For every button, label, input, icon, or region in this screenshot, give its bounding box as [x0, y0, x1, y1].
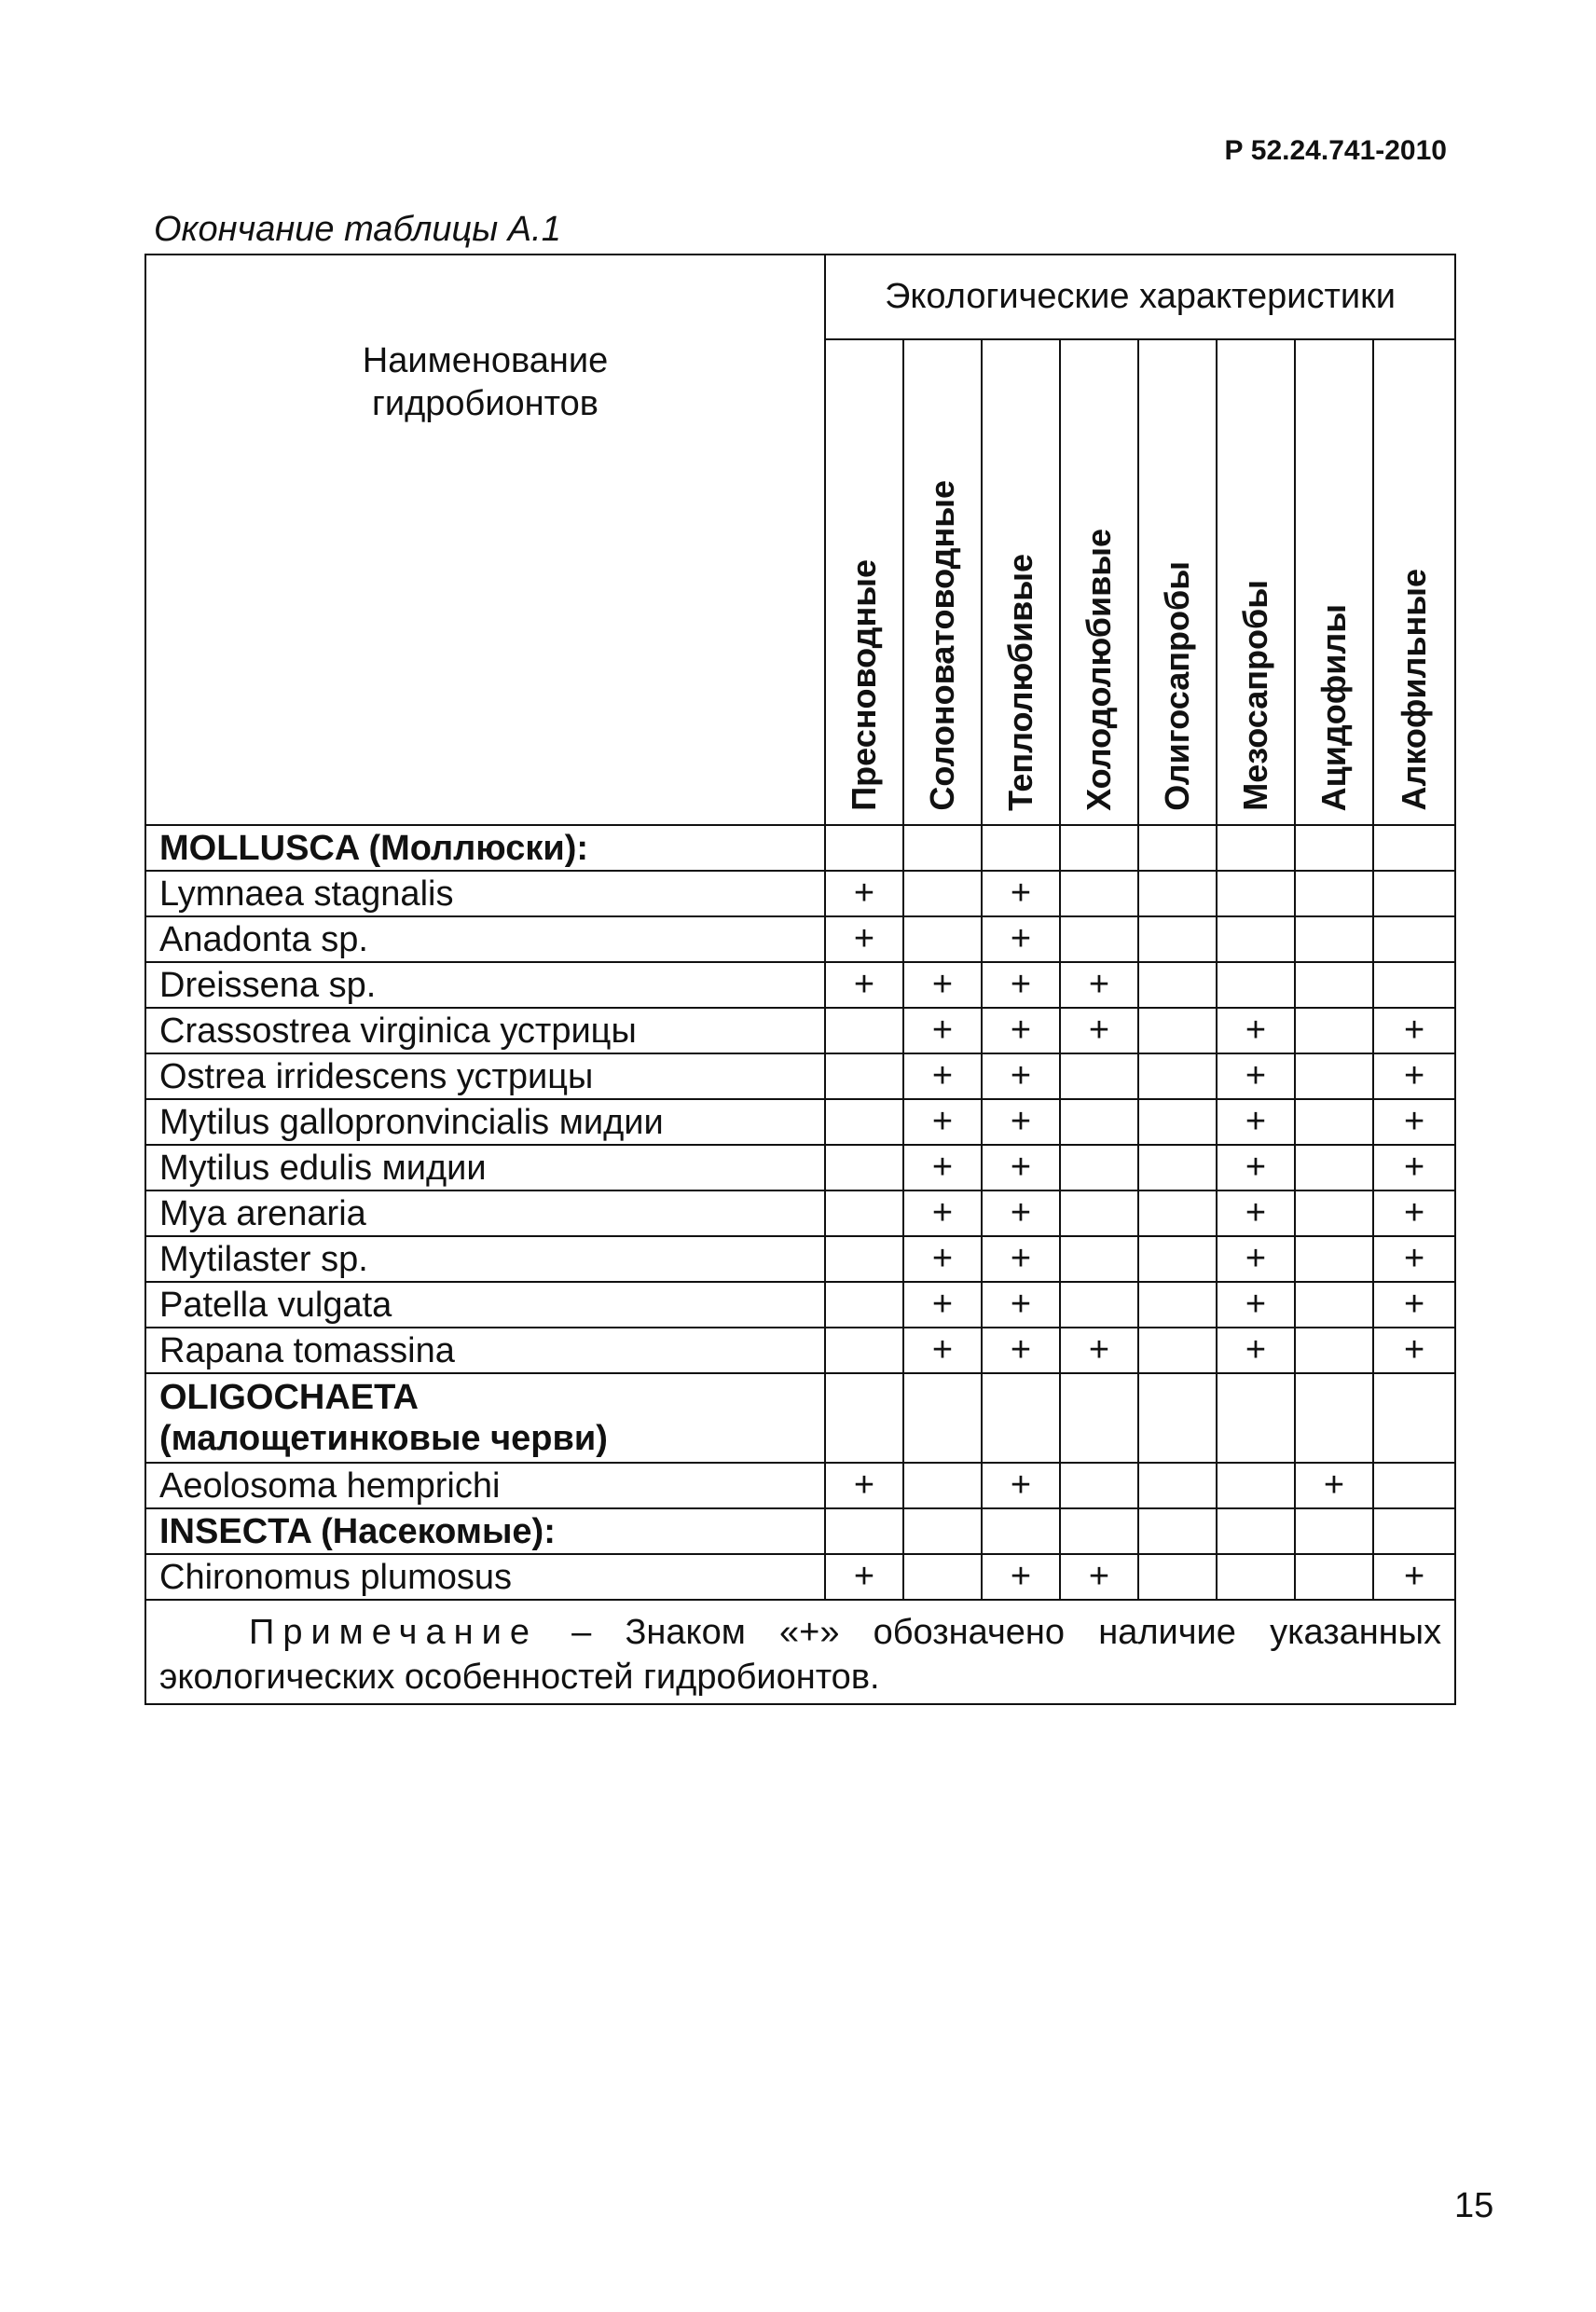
mark-cell: [825, 1190, 903, 1236]
column-header: [1138, 339, 1217, 825]
mark-cell: [1295, 1508, 1373, 1554]
mark-cell: [1138, 962, 1217, 1008]
mark-cell: [1138, 1053, 1217, 1099]
column-header-label: Пресноводные: [845, 559, 883, 811]
mark-cell: +: [903, 1236, 982, 1282]
table-caption: Окончание таблицы А.1: [154, 210, 561, 249]
table-row: [145, 1190, 1455, 1236]
column-header-label: Холодолюбивые: [1080, 529, 1118, 811]
group-row: [145, 825, 1455, 871]
table-row: [145, 1145, 1455, 1190]
species-name-cell: [145, 1008, 825, 1053]
column-header-label: Ацидофилы: [1314, 603, 1353, 811]
species-name: Anadonta sp.: [159, 919, 368, 959]
mark-cell: [1217, 871, 1295, 916]
species-name: Crassostrea virginica устрицы: [159, 1011, 637, 1051]
column-header: [903, 339, 982, 825]
table-row: [145, 962, 1455, 1008]
mark-cell: [1138, 1236, 1217, 1282]
mark-cell: +: [982, 1282, 1060, 1328]
name-header-line2: гидробионтов: [372, 384, 598, 423]
table-row: [145, 1554, 1455, 1600]
document-code: Р 52.24.741-2010: [1224, 135, 1447, 166]
mark-cell: +: [903, 1145, 982, 1190]
name-column-header: [145, 255, 825, 825]
species-name-cell: [145, 871, 825, 916]
group-name: INSECTA (Насекомые):: [159, 1511, 556, 1551]
column-header: [982, 339, 1060, 825]
mark-cell: [1295, 1053, 1373, 1099]
mark-cell: [1138, 1190, 1217, 1236]
species-name-cell: [145, 962, 825, 1008]
group-name: MOLLUSCA (Моллюски):: [159, 828, 589, 868]
table-row: [145, 1099, 1455, 1145]
mark-cell: [1373, 962, 1455, 1008]
species-name-cell: [145, 1282, 825, 1328]
group-name-cell: [145, 825, 825, 871]
mark-cell: +: [1373, 1282, 1455, 1328]
mark-cell: [903, 1508, 982, 1554]
group-row: [145, 1508, 1455, 1554]
mark-cell: [1138, 1008, 1217, 1053]
mark-cell: [1138, 1373, 1217, 1463]
ecological-characteristics-header: Экологические характеристики: [825, 255, 1455, 339]
mark-cell: +: [1060, 1008, 1138, 1053]
species-name-cell: [145, 916, 825, 962]
mark-cell: +: [903, 1282, 982, 1328]
column-header-label: Олигосапробы: [1158, 561, 1196, 811]
mark-cell: [1060, 1463, 1138, 1508]
table-row: [145, 1463, 1455, 1508]
table-row: [145, 1328, 1455, 1373]
column-header: [1060, 339, 1138, 825]
mark-cell: [903, 916, 982, 962]
note-cell: [145, 1600, 1455, 1704]
mark-cell: +: [1373, 1008, 1455, 1053]
mark-cell: [1295, 1236, 1373, 1282]
mark-cell: +: [903, 1328, 982, 1373]
mark-cell: +: [825, 1554, 903, 1600]
table-row: [145, 871, 1455, 916]
mark-cell: [825, 1328, 903, 1373]
mark-cell: +: [1373, 1236, 1455, 1282]
species-name: Aeolosoma hemprichi: [159, 1466, 501, 1506]
mark-cell: [1060, 1145, 1138, 1190]
mark-cell: [1295, 871, 1373, 916]
mark-cell: +: [982, 1008, 1060, 1053]
mark-cell: [1138, 916, 1217, 962]
mark-cell: [1373, 1508, 1455, 1554]
page-number: 15: [1454, 2186, 1494, 2225]
mark-cell: [1373, 1373, 1455, 1463]
note-label: Примечание: [249, 1613, 538, 1652]
mark-cell: [1295, 962, 1373, 1008]
mark-cell: +: [982, 1190, 1060, 1236]
mark-cell: [1138, 1463, 1217, 1508]
mark-cell: [1217, 1463, 1295, 1508]
mark-cell: [1295, 1554, 1373, 1600]
mark-cell: [1138, 1099, 1217, 1145]
species-name-cell: [145, 1328, 825, 1373]
mark-cell: [1060, 1373, 1138, 1463]
name-header-line1: Наименование: [362, 341, 609, 380]
mark-cell: +: [1060, 1554, 1138, 1600]
species-name-cell: [145, 1236, 825, 1282]
mark-cell: +: [982, 1463, 1060, 1508]
species-name: Mytilus gallopronvincialis мидии: [159, 1102, 664, 1142]
species-name: Patella vulgata: [159, 1285, 392, 1325]
mark-cell: [1295, 1008, 1373, 1053]
group-row: [145, 1373, 1455, 1463]
mark-cell: [1138, 871, 1217, 916]
column-header: [1295, 339, 1373, 825]
mark-cell: +: [1373, 1554, 1455, 1600]
mark-cell: [1138, 1328, 1217, 1373]
mark-cell: +: [825, 1463, 903, 1508]
mark-cell: [1295, 825, 1373, 871]
mark-cell: +: [825, 916, 903, 962]
mark-cell: [1217, 1554, 1295, 1600]
table-body: [145, 825, 1455, 1704]
mark-cell: [1373, 1463, 1455, 1508]
mark-cell: [1060, 1236, 1138, 1282]
mark-cell: +: [982, 1328, 1060, 1373]
species-name: Ostrea irridescens устрицы: [159, 1056, 594, 1096]
table-row: [145, 1282, 1455, 1328]
mark-cell: [1060, 1282, 1138, 1328]
mark-cell: +: [982, 916, 1060, 962]
mark-cell: [825, 1236, 903, 1282]
mark-cell: +: [903, 962, 982, 1008]
mark-cell: +: [1373, 1053, 1455, 1099]
mark-cell: [1295, 1328, 1373, 1373]
mark-cell: +: [982, 1236, 1060, 1282]
column-header-label: Солоноватоводные: [923, 480, 961, 811]
column-header: [1217, 339, 1295, 825]
mark-cell: [1295, 1190, 1373, 1236]
group-name-cell: [145, 1373, 825, 1463]
column-header-label: Теплолюбивые: [1001, 554, 1039, 811]
mark-cell: +: [982, 871, 1060, 916]
mark-cell: [1060, 1099, 1138, 1145]
species-name: Chironomus plumosus: [159, 1557, 513, 1597]
mark-cell: +: [982, 1053, 1060, 1099]
mark-cell: [1060, 871, 1138, 916]
mark-cell: [1217, 962, 1295, 1008]
mark-cell: [982, 1508, 1060, 1554]
mark-cell: +: [982, 962, 1060, 1008]
mark-cell: +: [1217, 1099, 1295, 1145]
mark-cell: [1138, 1554, 1217, 1600]
mark-cell: +: [1373, 1099, 1455, 1145]
mark-cell: [1217, 1508, 1295, 1554]
mark-cell: +: [982, 1099, 1060, 1145]
mark-cell: +: [982, 1145, 1060, 1190]
mark-cell: [825, 1053, 903, 1099]
mark-cell: +: [982, 1554, 1060, 1600]
mark-cell: [1217, 916, 1295, 962]
mark-cell: [825, 1508, 903, 1554]
mark-cell: [1217, 825, 1295, 871]
column-header-label: Алкофильные: [1395, 569, 1434, 811]
mark-cell: [1295, 916, 1373, 962]
mark-cell: [825, 1008, 903, 1053]
mark-cell: [1138, 1282, 1217, 1328]
table-row: [145, 916, 1455, 962]
mark-cell: +: [1373, 1190, 1455, 1236]
group-name-cell: [145, 1508, 825, 1554]
column-header: [1373, 339, 1455, 825]
mark-cell: [903, 825, 982, 871]
species-name: Dreissena sp.: [159, 965, 377, 1005]
mark-cell: +: [825, 962, 903, 1008]
mark-cell: [825, 1373, 903, 1463]
column-header-label: Мезосапробы: [1236, 580, 1274, 811]
mark-cell: [903, 1463, 982, 1508]
note-row: [145, 1600, 1455, 1704]
group-name: OLIGOCHAETA: [159, 1378, 419, 1417]
mark-cell: [825, 1282, 903, 1328]
mark-cell: +: [903, 1053, 982, 1099]
mark-cell: [1373, 916, 1455, 962]
mark-cell: [1060, 1053, 1138, 1099]
mark-cell: +: [1217, 1145, 1295, 1190]
table-row: [145, 1008, 1455, 1053]
mark-cell: [982, 825, 1060, 871]
species-name-cell: [145, 1554, 825, 1600]
species-name: Mytilus edulis мидии: [159, 1148, 487, 1188]
species-name: Lymnaea stagnalis: [159, 874, 454, 914]
column-header: [825, 339, 903, 825]
mark-cell: [903, 1373, 982, 1463]
mark-cell: +: [903, 1008, 982, 1053]
mark-cell: [1373, 871, 1455, 916]
mark-cell: +: [903, 1099, 982, 1145]
mark-cell: [825, 825, 903, 871]
mark-cell: [1060, 1508, 1138, 1554]
mark-cell: [1060, 825, 1138, 871]
table-row: [145, 1053, 1455, 1099]
species-name-cell: [145, 1099, 825, 1145]
mark-cell: +: [1217, 1282, 1295, 1328]
mark-cell: [982, 1373, 1060, 1463]
mark-cell: [903, 1554, 982, 1600]
mark-cell: +: [1373, 1328, 1455, 1373]
species-name-cell: [145, 1145, 825, 1190]
species-table: [144, 254, 1456, 1705]
species-name: Mytilaster sp.: [159, 1239, 368, 1279]
mark-cell: [1373, 825, 1455, 871]
mark-cell: [1295, 1373, 1373, 1463]
mark-cell: +: [1060, 962, 1138, 1008]
note-text: – Знаком «+» обозначено наличие указанных экологических особенностей гидробионтов.: [159, 1613, 1442, 1697]
mark-cell: +: [1060, 1328, 1138, 1373]
species-name-cell: [145, 1053, 825, 1099]
species-name-cell: [145, 1190, 825, 1236]
mark-cell: +: [825, 871, 903, 916]
mark-cell: +: [1373, 1145, 1455, 1190]
mark-cell: +: [1217, 1328, 1295, 1373]
mark-cell: [1138, 1145, 1217, 1190]
species-name: Mya arenaria: [159, 1193, 366, 1233]
mark-cell: [1295, 1099, 1373, 1145]
mark-cell: [1060, 1190, 1138, 1236]
mark-cell: +: [1295, 1463, 1373, 1508]
mark-cell: +: [1217, 1236, 1295, 1282]
mark-cell: [1138, 825, 1217, 871]
mark-cell: [903, 871, 982, 916]
species-name: Rapana tomassina: [159, 1330, 455, 1370]
mark-cell: [825, 1145, 903, 1190]
mark-cell: [1295, 1145, 1373, 1190]
mark-cell: +: [1217, 1190, 1295, 1236]
table-row: [145, 1236, 1455, 1282]
group-name-line2: (малощетинковые черви): [159, 1419, 608, 1458]
mark-cell: [825, 1099, 903, 1145]
species-name-cell: [145, 1463, 825, 1508]
mark-cell: [1217, 1373, 1295, 1463]
mark-cell: +: [903, 1190, 982, 1236]
mark-cell: [1060, 916, 1138, 962]
mark-cell: [1138, 1508, 1217, 1554]
mark-cell: +: [1217, 1053, 1295, 1099]
mark-cell: [1295, 1282, 1373, 1328]
mark-cell: +: [1217, 1008, 1295, 1053]
